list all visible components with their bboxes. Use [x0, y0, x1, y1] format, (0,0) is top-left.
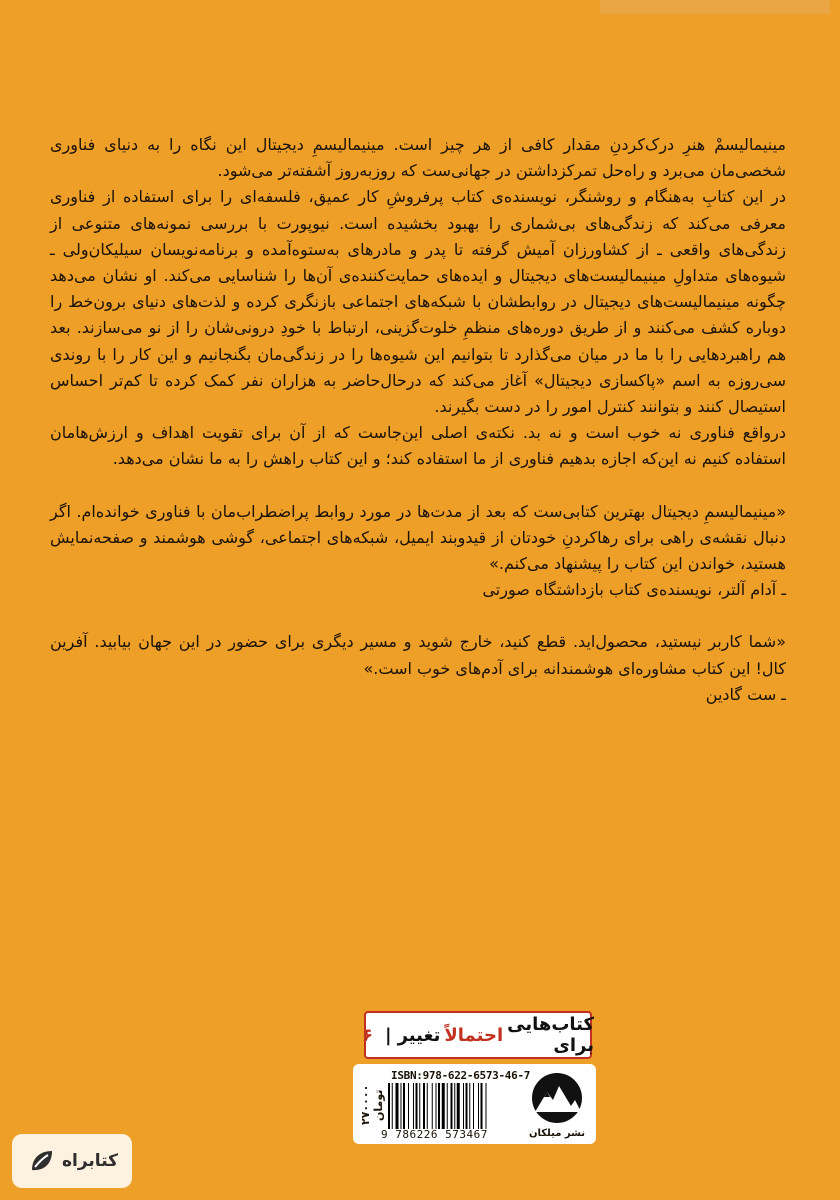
quote-1-text: «مینیمالیسمِ دیجیتال بهترین کتابی‌ست که بعد از مدت‌ها در مورد روابط پراضطراب‌مان با فناوری خوانده‌ام. اگر دنبال نقشه‌ی راهی برای رهاکردنِ خودتان از قیدوبند ایمیل، شبکه‌های اجتماعی، گوشی هوشمند و صفحه‌نمایش هستید، خواندن این کتاب را پیشنهاد می‌کنم.» [50, 501, 786, 574]
quote-2-text: «شما کاربر نیستید، محصول‌اید. قطع کنید، خارج شوید و مسیر دیگری برای حضور در این جهان بیابید. آفرین کال! این کتاب مشاوره‌ای هوشمندانه برای آدم‌های خوب است.» [50, 632, 786, 678]
quote-2 [50, 629, 786, 708]
blurb-paragraph-3: درواقع فناوری نه خوب است و نه بد. نکته‌ی اصلی این‌جاست که از آن برای تقویت اهداف و ارزش‌هامان استفاده کنیم نه این‌که اجازه بدهیم فناوری از ما استفاده کند؛ و این کتاب راهش را به ما نشان می‌دهد. [50, 423, 786, 469]
series-highlight: احتمالاً [444, 1024, 504, 1046]
publisher-logo [525, 1070, 589, 1138]
top-corner-tab [600, 0, 830, 14]
price-label: ۲۷۰۰۰۰ تومان [359, 1084, 385, 1126]
barcode-panel [353, 1064, 596, 1144]
series-prefix: کتاب‌هایی برای [507, 1014, 594, 1056]
barcode-digits: 9 786226 573467 [381, 1128, 488, 1141]
blurb-paragraph-2: در این کتابِ به‌هنگام و روشنگر، نویسنده‌ی کتاب پرفروشِ کار عمیق، فلسفه‌ای را برای استفاده از فناوری معرفی می‌کند که زندگی‌های بی‌شماری را بهبود بخشیده است. نیوپورت با بررسی نمونه‌های متنوعی از زندگی‌های واقعی ـ از کشاورزان آمیش گرفته تا پدر و مادرهای به‌ستوه‌آمده و برنامه‌نویسان سیلیکان‌ولی ـ شیوه‌های متداولِ مینیمالیست‌های دیجیتال و ایده‌های حمایت‌کننده‌ی آن‌ها را شناسایی می‌کند. او نشان می‌دهد چگونه مینیمالیست‌های دیجیتال در روابطشان با شبکه‌های اجتماعی بازنگری کرده و لذت‌های دنیای برون‌خط را دوباره کشف می‌کنند و از طریق دوره‌های منظمِ خلوت‌گزینی، ارتباط با خودِ درونی‌شان را از نو می‌سازند. بعد هم راهبردهایی را با ما در میان می‌گذارد تا بتوانیم این شیوه‌ها را در زندگی‌مان بگنجانیم و این کار را با روندی سی‌روزه به اسم «پاکسازی دیجیتال» آغاز می‌کند که درحال‌حاضر به هزاران نفر کمک کرده تا کم‌تر احساس استیصال کنند و بتوانند کنترل امور را در دست بگیرند. [50, 187, 786, 417]
watermark-brand: کتابراه [61, 1151, 119, 1171]
watermark-badge [12, 1134, 132, 1188]
series-separator: | [385, 1024, 392, 1046]
back-cover-blurb [50, 132, 786, 708]
publisher-name: نشر میلکان [528, 1128, 586, 1139]
isbn-text: ISBN:978-622-6573-46-7 [391, 1069, 531, 1082]
blurb-paragraph-1: مینیمالیسمْ هنرِ درک‌کردنِ مقدار کافی از هر چیز است. مینیمالیسمِ دیجیتال این نگاه را به دنیای فناوری شخصی‌مان می‌برد و راه‌حل تمرکزداشتن در جهانی‌ست که روزبه‌روز آشفته‌تر می‌شود. [50, 135, 786, 181]
series-label-box [364, 1011, 592, 1059]
quote-1-attribution: ـ آدام آلتر، نویسنده‌ی کتاب بازداشتگاه صورتی [482, 580, 786, 600]
series-suffix: تغییر [397, 1024, 441, 1046]
quote-1 [50, 499, 786, 604]
barcode-icon [387, 1083, 519, 1129]
mountain-logo-icon [525, 1070, 589, 1124]
leaf-logo-icon [26, 1146, 56, 1176]
series-number: ۶ [362, 1024, 373, 1046]
quote-2-attribution: ـ ست گادین [705, 684, 786, 704]
